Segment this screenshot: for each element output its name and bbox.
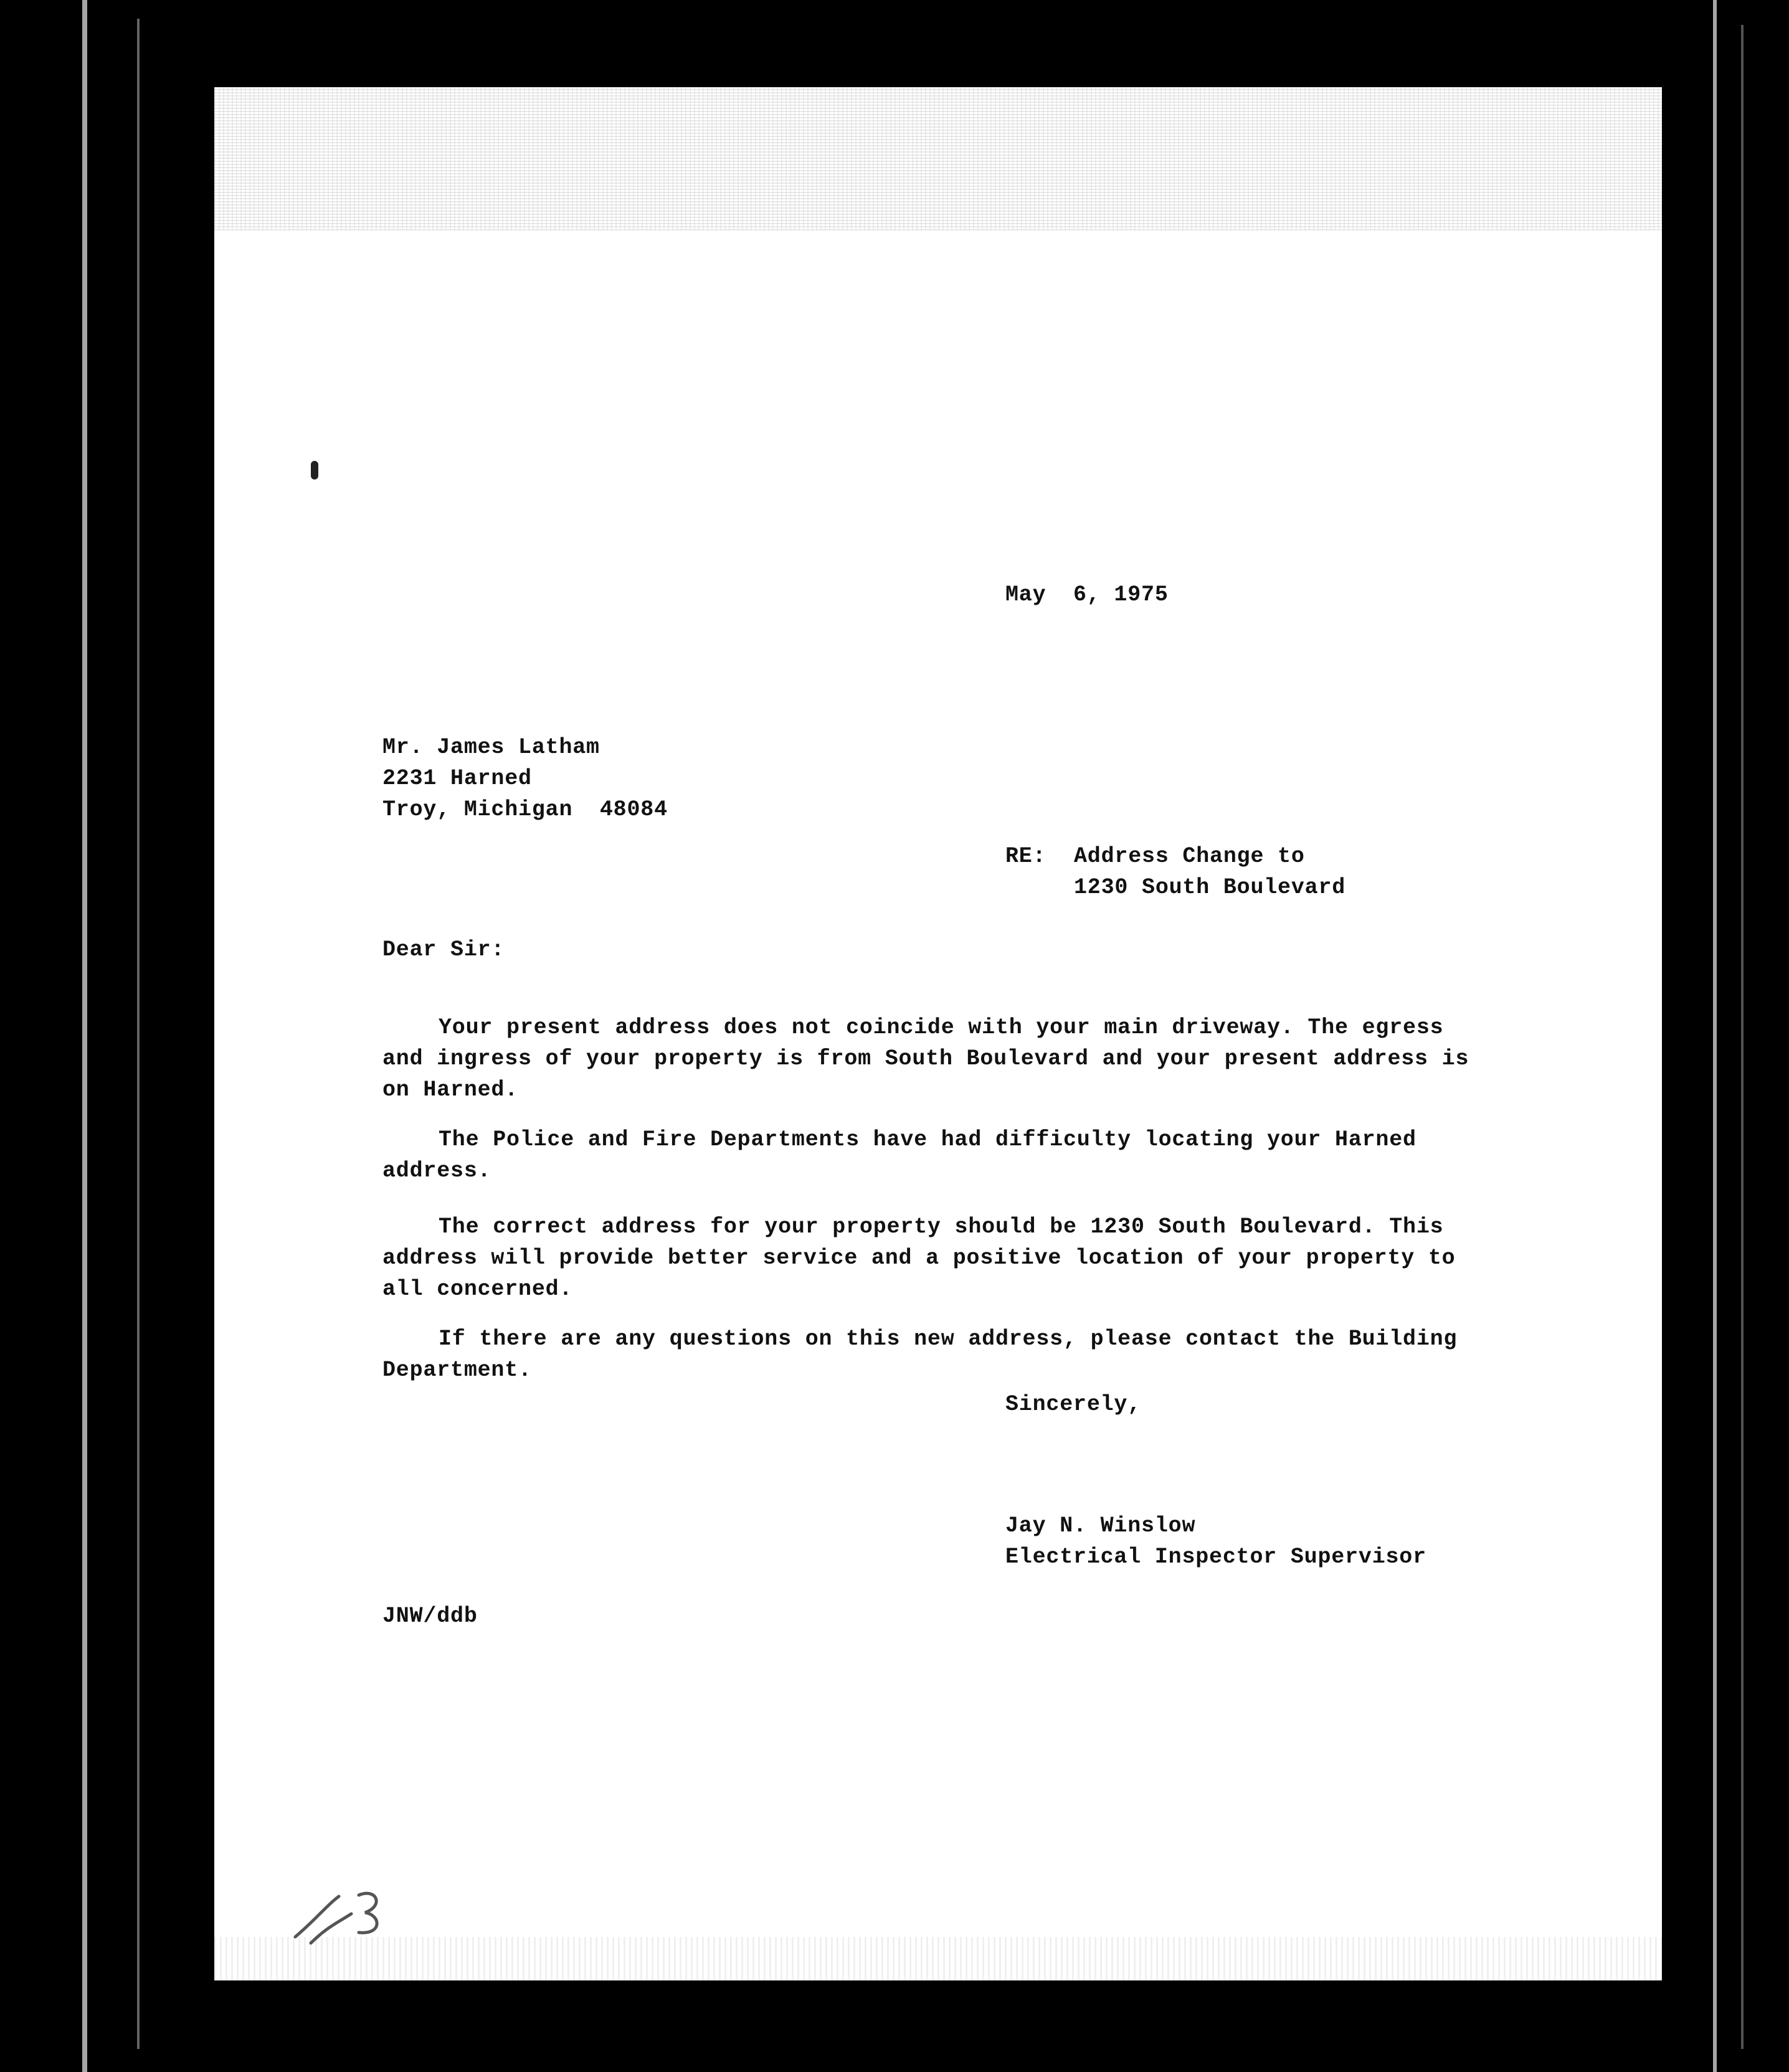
typist-initials: JNW/ddb (382, 1604, 478, 1629)
recipient-address (382, 732, 668, 825)
signer-name: Jay N. Winslow (1005, 1513, 1196, 1538)
re-subject: Address Change to 1230 South Boulevard (1074, 844, 1346, 900)
letter-paragraph-2: The Police and Fire Departments have had difficulty locating your Harned address. (382, 1127, 1416, 1183)
letter-page (214, 87, 1662, 1980)
recipient-name: Mr. James Latham (382, 735, 600, 760)
right-inner-scan-edge (1741, 25, 1744, 2049)
recipient-city-state-zip: Troy, Michigan 48084 (382, 797, 668, 822)
scan-spot (311, 461, 318, 480)
recipient-street: 2231 Harned (382, 766, 532, 791)
left-scan-edge (82, 0, 87, 2072)
letter-paragraph-3: The correct address for your property should be 1230 South Boulevard. This address will provide better service and a positive location of your property to all concerned. (382, 1214, 1456, 1302)
letter-paragraph-4: If there are any questions on this new address, please contact the Building Department. (382, 1327, 1458, 1383)
letter-paragraph-1: Your present address does not coincide with your main driveway. The egress and ingress of your property is from South Boulevard and your present address is on Harned. (382, 1015, 1469, 1102)
right-scan-edge (1713, 0, 1717, 2072)
salutation: Dear Sir: (382, 937, 505, 962)
re-label: RE: (1005, 844, 1046, 869)
handwritten-mark-icon (283, 1865, 395, 1959)
closing: Sincerely, (1005, 1392, 1142, 1417)
letter-date: May 6, 1975 (1005, 582, 1169, 607)
signer-title: Electrical Inspector Supervisor (1005, 1545, 1426, 1569)
left-inner-scan-edge (137, 19, 140, 2049)
signature-block (1005, 1510, 1426, 1573)
